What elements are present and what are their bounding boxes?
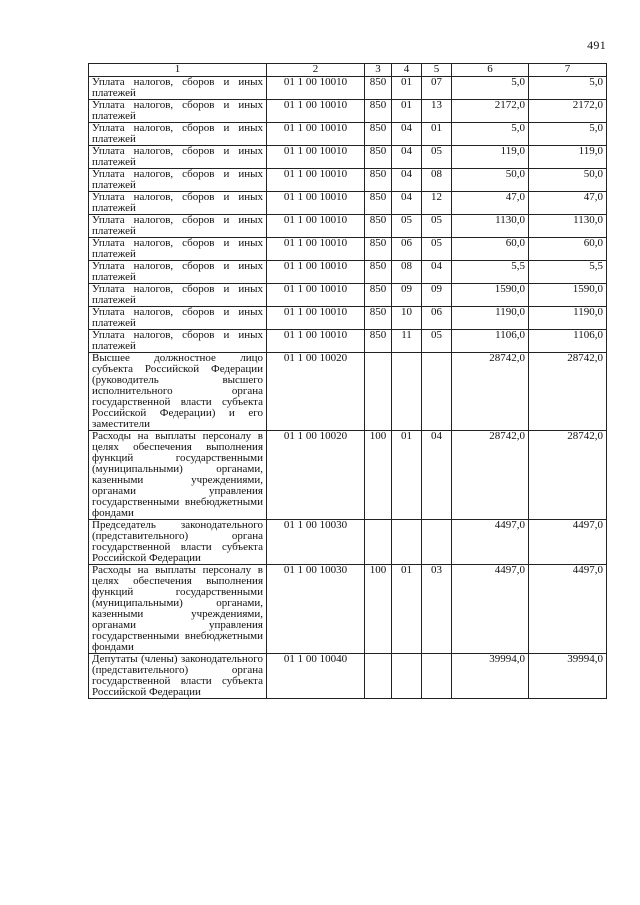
section-code: [392, 520, 422, 565]
amount-year-2: 4497,0: [529, 565, 607, 654]
amount-year-2: 1130,0: [529, 215, 607, 238]
header-cell: 4: [392, 64, 422, 77]
expense-type-code: 100: [365, 431, 392, 520]
amount-year-1: 39994,0: [452, 654, 529, 699]
target-article-code: 01 1 00 10010: [267, 77, 365, 100]
amount-year-1: 119,0: [452, 146, 529, 169]
amount-year-2: 60,0: [529, 238, 607, 261]
table-row: [89, 284, 607, 307]
expense-type-code: 850: [365, 307, 392, 330]
header-cell: 3: [365, 64, 392, 77]
expense-type-code: 850: [365, 169, 392, 192]
row-name: Уплата налогов, сборов и иных платежей: [89, 261, 267, 284]
table-row: [89, 100, 607, 123]
subsection-code: 13: [422, 100, 452, 123]
amount-year-2: 47,0: [529, 192, 607, 215]
amount-year-2: 28742,0: [529, 353, 607, 431]
amount-year-1: 2172,0: [452, 100, 529, 123]
subsection-code: 04: [422, 261, 452, 284]
row-name: Уплата налогов, сборов и иных платежей: [89, 307, 267, 330]
expense-type-code: [365, 353, 392, 431]
amount-year-1: 4497,0: [452, 565, 529, 654]
row-name: Уплата налогов, сборов и иных платежей: [89, 238, 267, 261]
section-code: 01: [392, 100, 422, 123]
subsection-code: [422, 520, 452, 565]
table-row: [89, 261, 607, 284]
section-code: 10: [392, 307, 422, 330]
subsection-code: [422, 353, 452, 431]
section-code: [392, 353, 422, 431]
table-row: [89, 654, 607, 699]
subsection-code: 05: [422, 238, 452, 261]
row-name: Председатель законодательного (представительного) органа государственной власти субъекта Российской Федерации: [89, 520, 267, 565]
amount-year-1: 1190,0: [452, 307, 529, 330]
table-row: [89, 123, 607, 146]
page-number: 491: [587, 38, 606, 52]
amount-year-2: 1106,0: [529, 330, 607, 353]
amount-year-1: 1130,0: [452, 215, 529, 238]
row-name: Уплата налогов, сборов и иных платежей: [89, 123, 267, 146]
section-code: 08: [392, 261, 422, 284]
amount-year-1: 5,0: [452, 123, 529, 146]
row-name: Расходы на выплаты персоналу в целях обеспечения выполнения функций государственными (муниципальными) органами, казенными учреждениями, органами управления государственными внебюджетными фондами: [89, 431, 267, 520]
amount-year-2: 1590,0: [529, 284, 607, 307]
amount-year-2: 28742,0: [529, 431, 607, 520]
table-row: [89, 431, 607, 520]
target-article-code: 01 1 00 10010: [267, 192, 365, 215]
section-code: 04: [392, 169, 422, 192]
amount-year-2: 2172,0: [529, 100, 607, 123]
target-article-code: 01 1 00 10010: [267, 238, 365, 261]
expense-type-code: 850: [365, 330, 392, 353]
target-article-code: 01 1 00 10030: [267, 565, 365, 654]
amount-year-2: 5,0: [529, 123, 607, 146]
section-code: 11: [392, 330, 422, 353]
amount-year-2: 5,0: [529, 77, 607, 100]
target-article-code: 01 1 00 10010: [267, 123, 365, 146]
header-cell: 2: [267, 64, 365, 77]
amount-year-2: 39994,0: [529, 654, 607, 699]
row-name: Уплата налогов, сборов и иных платежей: [89, 169, 267, 192]
subsection-code: 04: [422, 431, 452, 520]
expense-type-code: 850: [365, 146, 392, 169]
amount-year-1: 47,0: [452, 192, 529, 215]
row-name: Уплата налогов, сборов и иных платежей: [89, 330, 267, 353]
table-row: [89, 565, 607, 654]
header-cell: 1: [89, 64, 267, 77]
table-row: [89, 77, 607, 100]
table-row: [89, 238, 607, 261]
row-name: Депутаты (члены) законодательного (представительного) органа государственной власти субъекта Российской Федерации: [89, 654, 267, 699]
section-code: 01: [392, 77, 422, 100]
row-name: Высшее должностное лицо субъекта Российской Федерации (руководитель высшего исполнительного органа государственной власти субъекта Российской Федерации) и его заместители: [89, 353, 267, 431]
section-code: 01: [392, 565, 422, 654]
section-code: 04: [392, 146, 422, 169]
row-name: Уплата налогов, сборов и иных платежей: [89, 215, 267, 238]
row-name: Уплата налогов, сборов и иных платежей: [89, 146, 267, 169]
expense-type-code: 850: [365, 77, 392, 100]
target-article-code: 01 1 00 10010: [267, 215, 365, 238]
amount-year-1: 50,0: [452, 169, 529, 192]
table-row: [89, 192, 607, 215]
amount-year-2: 1190,0: [529, 307, 607, 330]
expense-type-code: 850: [365, 284, 392, 307]
target-article-code: 01 1 00 10010: [267, 169, 365, 192]
target-article-code: 01 1 00 10010: [267, 261, 365, 284]
amount-year-1: 1106,0: [452, 330, 529, 353]
section-code: 05: [392, 215, 422, 238]
subsection-code: 06: [422, 307, 452, 330]
section-code: 01: [392, 431, 422, 520]
amount-year-2: 50,0: [529, 169, 607, 192]
amount-year-2: 119,0: [529, 146, 607, 169]
expense-type-code: 850: [365, 215, 392, 238]
amount-year-1: 28742,0: [452, 431, 529, 520]
expense-type-code: [365, 654, 392, 699]
subsection-code: 03: [422, 565, 452, 654]
target-article-code: 01 1 00 10010: [267, 330, 365, 353]
expense-type-code: 850: [365, 123, 392, 146]
target-article-code: 01 1 00 10020: [267, 431, 365, 520]
target-article-code: 01 1 00 10010: [267, 307, 365, 330]
target-article-code: 01 1 00 10030: [267, 520, 365, 565]
subsection-code: 09: [422, 284, 452, 307]
amount-year-1: 1590,0: [452, 284, 529, 307]
target-article-code: 01 1 00 10040: [267, 654, 365, 699]
amount-year-1: 5,0: [452, 77, 529, 100]
target-article-code: 01 1 00 10010: [267, 284, 365, 307]
expense-type-code: 850: [365, 192, 392, 215]
target-article-code: 01 1 00 10020: [267, 353, 365, 431]
budget-table: [88, 63, 607, 699]
subsection-code: 05: [422, 146, 452, 169]
table-row: [89, 520, 607, 565]
section-code: [392, 654, 422, 699]
row-name: Уплата налогов, сборов и иных платежей: [89, 284, 267, 307]
row-name: Уплата налогов, сборов и иных платежей: [89, 192, 267, 215]
header-cell: 7: [529, 64, 607, 77]
table-row: [89, 353, 607, 431]
row-name: Расходы на выплаты персоналу в целях обеспечения выполнения функций государственными (муниципальными) органами, казенными учреждениями, органами управления государственными внебюджетными фондами: [89, 565, 267, 654]
table-row: [89, 215, 607, 238]
table-row: [89, 169, 607, 192]
amount-year-2: 4497,0: [529, 520, 607, 565]
section-code: 09: [392, 284, 422, 307]
target-article-code: 01 1 00 10010: [267, 146, 365, 169]
row-name: Уплата налогов, сборов и иных платежей: [89, 100, 267, 123]
header-cell: 6: [452, 64, 529, 77]
header-cell: 5: [422, 64, 452, 77]
subsection-code: 12: [422, 192, 452, 215]
section-code: 06: [392, 238, 422, 261]
table-row: [89, 330, 607, 353]
expense-type-code: 100: [365, 565, 392, 654]
subsection-code: 05: [422, 330, 452, 353]
subsection-code: 05: [422, 215, 452, 238]
row-name: Уплата налогов, сборов и иных платежей: [89, 77, 267, 100]
amount-year-2: 5,5: [529, 261, 607, 284]
amount-year-1: 5,5: [452, 261, 529, 284]
amount-year-1: 60,0: [452, 238, 529, 261]
header-row: [89, 64, 607, 77]
subsection-code: 01: [422, 123, 452, 146]
table-row: [89, 307, 607, 330]
table-row: [89, 146, 607, 169]
target-article-code: 01 1 00 10010: [267, 100, 365, 123]
section-code: 04: [392, 123, 422, 146]
section-code: 04: [392, 192, 422, 215]
expense-type-code: 850: [365, 238, 392, 261]
amount-year-1: 28742,0: [452, 353, 529, 431]
subsection-code: 07: [422, 77, 452, 100]
subsection-code: 08: [422, 169, 452, 192]
expense-type-code: 850: [365, 100, 392, 123]
amount-year-1: 4497,0: [452, 520, 529, 565]
expense-type-code: [365, 520, 392, 565]
expense-type-code: 850: [365, 261, 392, 284]
subsection-code: [422, 654, 452, 699]
